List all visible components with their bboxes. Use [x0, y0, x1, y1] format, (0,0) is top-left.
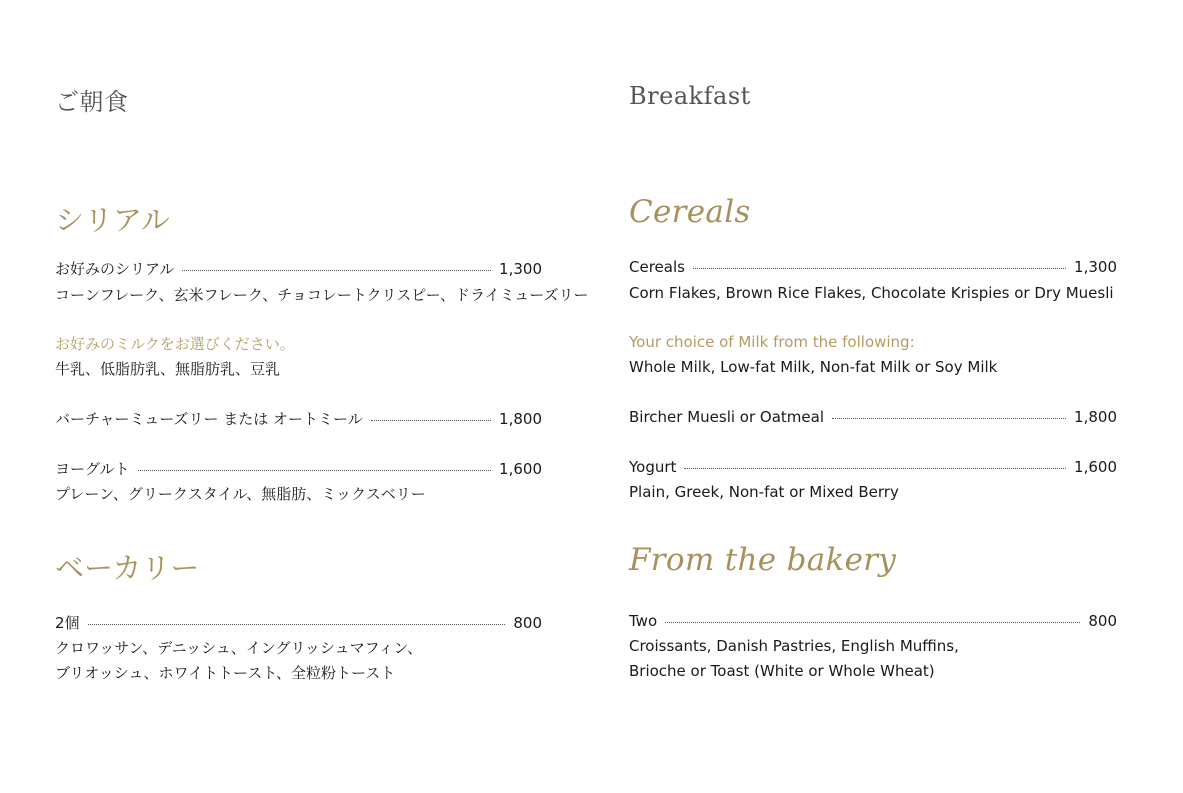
item-price: 1,600: [1074, 458, 1117, 476]
item-description-line-1: Croissants, Danish Pastries, English Muffins,: [629, 637, 959, 655]
dot-leader: [693, 268, 1066, 269]
item-price: 1,800: [1074, 408, 1117, 426]
menu-item-bakery-two: [55, 612, 542, 634]
item-name: 2個: [55, 614, 80, 632]
item-description-line-2: Brioche or Toast (White or Whole Wheat): [629, 662, 935, 680]
dot-leader: [371, 420, 491, 421]
item-price: 800: [513, 614, 542, 632]
section-title-bakery: ベーカリー: [55, 551, 200, 585]
milk-options: Whole Milk, Low-fat Milk, Non-fat Milk or Soy Milk: [629, 358, 998, 376]
dot-leader: [832, 418, 1066, 419]
page-title: Breakfast: [629, 82, 751, 110]
dot-leader: [684, 468, 1066, 469]
section-title-cereals: Cereals: [629, 194, 751, 230]
item-price: 1,600: [499, 460, 542, 478]
dot-leader: [88, 624, 506, 625]
menu-item-yogurt: [629, 458, 1117, 480]
dot-leader: [665, 622, 1080, 623]
menu-item-muesli-oatmeal: [629, 408, 1117, 430]
milk-choice-note: お好みのミルクをお選びください。: [55, 335, 295, 353]
item-name: バーチャーミューズリー または オートミール: [55, 410, 363, 428]
item-price: 1,300: [499, 260, 542, 278]
section-title-bakery: From the bakery: [629, 542, 897, 578]
item-description: Corn Flakes, Brown Rice Flakes, Chocolate Krispies or Dry Muesli: [629, 284, 1114, 302]
item-name: Bircher Muesli or Oatmeal: [629, 408, 824, 426]
milk-choice-note: Your choice of Milk from the following:: [629, 333, 915, 351]
item-name: お好みのシリアル: [55, 260, 175, 278]
item-name: ヨーグルト: [55, 460, 130, 478]
item-description-line-1: クロワッサン、デニッシュ、イングリッシュマフィン、: [55, 639, 423, 657]
dot-leader: [138, 470, 491, 471]
item-description: コーンフレーク、玄米フレーク、チョコレートクリスピー、ドライミューズリー: [55, 286, 589, 304]
item-description: Plain, Greek, Non-fat or Mixed Berry: [629, 483, 899, 501]
item-price: 800: [1088, 612, 1117, 630]
menu-item-bakery-two: [629, 612, 1117, 634]
page-title: ご朝食: [55, 88, 129, 116]
menu-item-muesli-oatmeal: [55, 408, 542, 430]
menu-item-cereals: [55, 258, 542, 280]
item-name: Cereals: [629, 258, 685, 276]
menu-item-yogurt: [55, 458, 542, 480]
item-description-line-2: ブリオッシュ、ホワイトトースト、全粒粉トースト: [55, 664, 396, 682]
item-price: 1,800: [499, 410, 542, 428]
dot-leader: [182, 270, 491, 271]
section-title-cereals: シリアル: [55, 203, 170, 237]
item-name: Two: [629, 612, 658, 630]
milk-options: 牛乳、低脂肪乳、無脂肪乳、豆乳: [55, 360, 281, 378]
item-price: 1,300: [1074, 258, 1117, 276]
item-description: プレーン、グリークスタイル、無脂肪、ミックスベリー: [55, 485, 426, 503]
menu-item-cereals: [629, 258, 1117, 280]
item-name: Yogurt: [629, 458, 677, 476]
